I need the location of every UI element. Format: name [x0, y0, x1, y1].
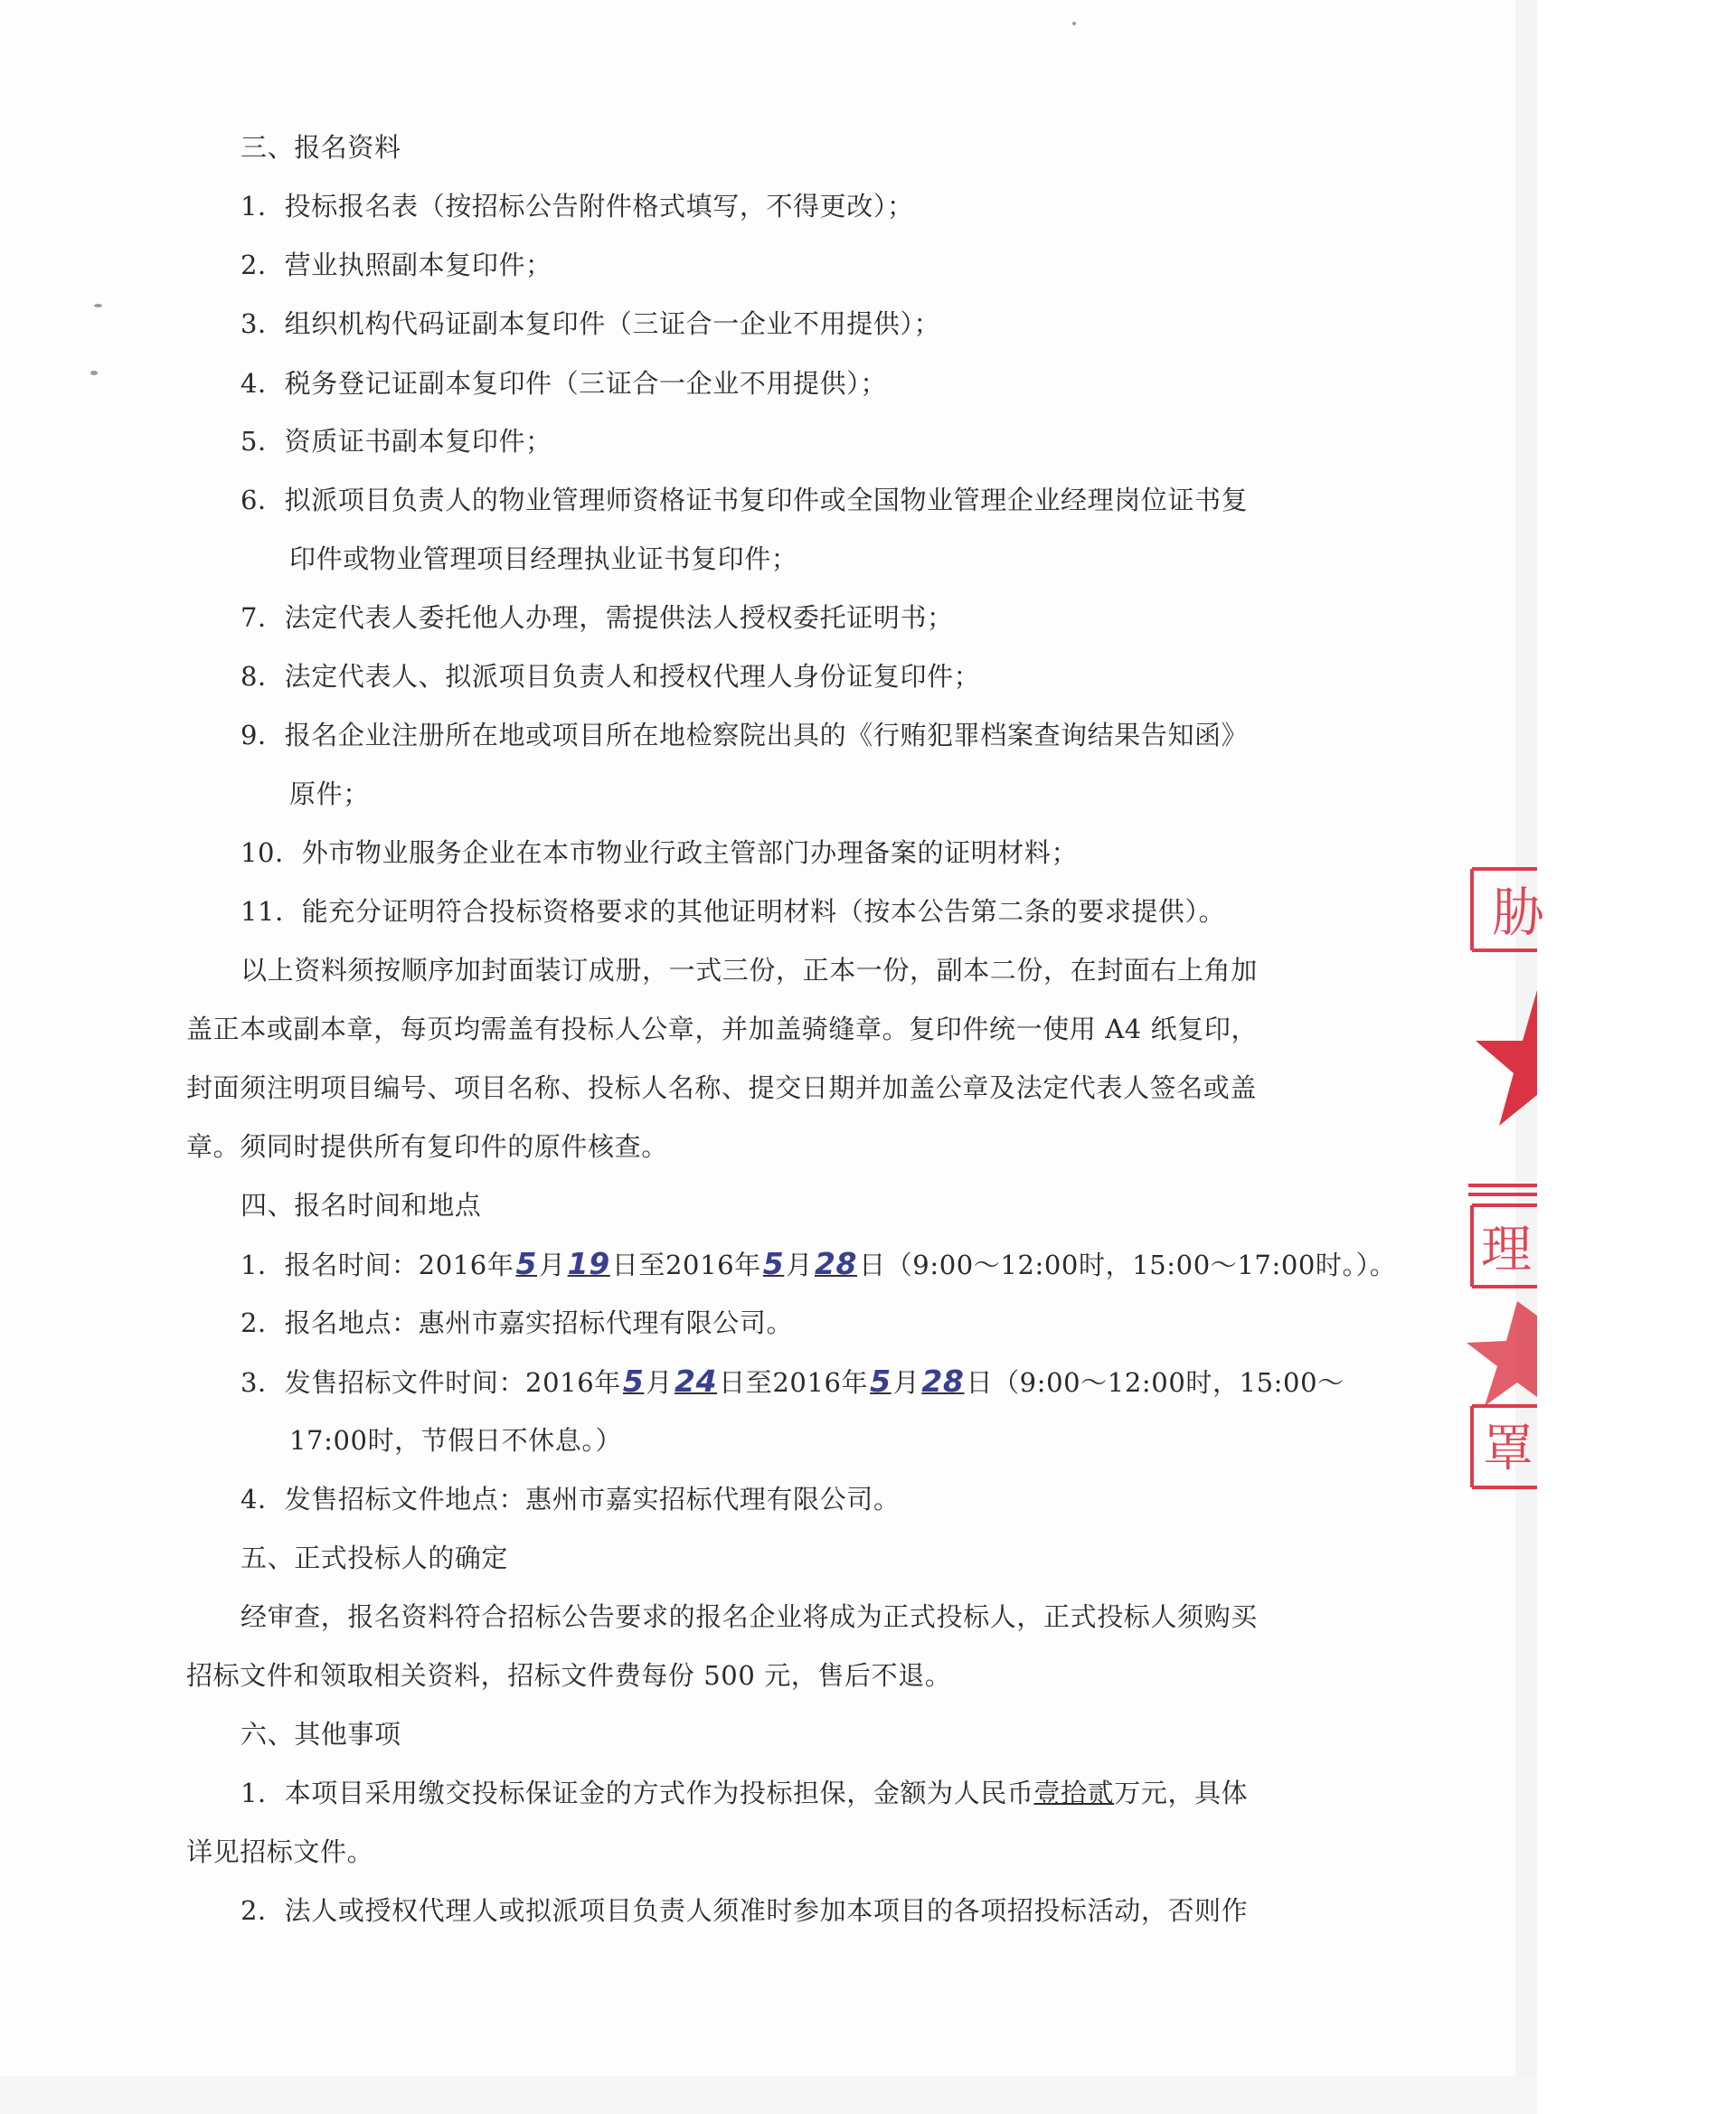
- list-item-continuation: 印件或物业管理项目经理执业证书复印件；: [289, 543, 798, 574]
- sale-time-text: 月: [892, 1367, 920, 1398]
- seal-star-icon: [1467, 1301, 1537, 1406]
- list-item: 5．资质证书副本复印件；: [241, 426, 552, 457]
- handwritten-month: 5: [762, 1246, 785, 1281]
- sale-time-text: 月: [646, 1367, 674, 1398]
- registration-time-text: 日（9:00～12:00时，15:00～17:00时。）。: [859, 1250, 1397, 1280]
- scan-speck: [1072, 22, 1076, 25]
- sale-time-text: 日（9:00～12:00时，15:00～: [966, 1367, 1344, 1398]
- list-item: 11．能充分证明符合投标资格要求的其他证明材料（按本公告第二条的要求提供）。: [241, 896, 1226, 927]
- sale-time-line: [0, 1364, 1687, 1400]
- sale-place-line: 4．发售招标文件地点：惠州市嘉实招标代理有限公司。: [241, 1484, 901, 1515]
- company-seal: [1458, 864, 1545, 1930]
- list-item: 8．法定代表人、拟派项目负责人和授权代理人身份证复印件；: [241, 661, 981, 692]
- sale-time-text: 日至2016年: [719, 1367, 869, 1398]
- scan-edge-bottom: [0, 2076, 1537, 2114]
- registration-place-line: 2．报名地点：惠州市嘉实招标代理有限公司。: [241, 1307, 794, 1338]
- section-3-heading: 三、报名资料: [241, 132, 401, 163]
- registration-time-text: 月: [786, 1250, 813, 1280]
- registration-time-text: 月: [539, 1250, 566, 1280]
- list-item-continuation: 原件；: [289, 779, 370, 809]
- list-item: 4．税务登记证副本复印件（三证合一企业不用提供）；: [241, 368, 887, 399]
- handwritten-day: 19: [567, 1246, 610, 1281]
- handwritten-month: 5: [515, 1246, 538, 1281]
- deposit-amount: 壹拾贰: [1033, 1778, 1115, 1808]
- section-5-heading: 五、正式投标人的确定: [241, 1543, 509, 1573]
- attendance-line: 2．法人或授权代理人或拟派项目负责人须准时参加本项目的各项招投标活动，否则作: [241, 1895, 1249, 1926]
- paragraph-line: 盖正本或副本章，每页均需盖有投标人公章，并加盖骑缝章。复印件统一使用 A4 纸复印，: [186, 1014, 1259, 1044]
- deposit-text: 1．本项目采用缴交投标保证金的方式作为投标担保，金额为人民币: [241, 1778, 1034, 1808]
- sale-time-text: 3．发售招标文件时间：2016年: [241, 1367, 621, 1398]
- seal-star-icon: [1476, 990, 1537, 1126]
- section-6-heading: 六、其他事项: [241, 1719, 401, 1750]
- deposit-text: 万元，具体: [1114, 1778, 1249, 1808]
- handwritten-month: 5: [622, 1364, 645, 1399]
- paragraph-line: 章。须同时提供所有复印件的原件核查。: [186, 1131, 668, 1162]
- paragraph-line: 封面须注明项目编号、项目名称、投标人名称、提交日期并加盖公章及法定代表人签名或盖: [186, 1072, 1258, 1103]
- paragraph-line: 招标文件和领取相关资料，招标文件费每份 500 元，售后不退。: [186, 1660, 952, 1691]
- paragraph-line: 经审查，报名资料符合招标公告要求的报名企业将成为正式投标人，正式投标人须购买: [241, 1601, 1258, 1632]
- deposit-continuation: 详见招标文件。: [186, 1836, 374, 1867]
- registration-time-text: 日至2016年: [611, 1250, 761, 1280]
- list-item: 7．法定代表人委托他人办理，需提供法人授权委托证明书；: [241, 602, 954, 633]
- list-item: 6．拟派项目负责人的物业管理师资格证书复印件或全国物业管理企业经理岗位证书复: [241, 485, 1249, 515]
- handwritten-day: 28: [921, 1364, 965, 1399]
- seal-glyph: 胁: [1492, 882, 1545, 943]
- handwritten-month: 5: [870, 1364, 892, 1399]
- registration-time-line: [0, 1246, 1687, 1282]
- paragraph-line: 以上资料须按顺序加封面装订成册，一式三份，正本一份，副本二份，在封面右上角加: [241, 955, 1258, 986]
- registration-time-text: 1．报名时间：2016年: [241, 1250, 514, 1280]
- deposit-line: [0, 1775, 1687, 1811]
- list-item: 9．报名企业注册所在地或项目所在地检察院出具的《行贿犯罪档案查询结果告知函》: [241, 720, 1249, 750]
- section-4-heading: 四、报名时间和地点: [241, 1190, 482, 1221]
- list-item: 1．投标报名表（按招标公告附件格式填写，不得更改）；: [241, 191, 914, 222]
- list-item: 3．组织机构代码证副本复印件（三证合一企业不用提供）；: [241, 308, 941, 339]
- sale-time-continuation: 17:00时，节假日不休息。）: [289, 1425, 623, 1456]
- seal-glyph: 理: [1481, 1221, 1532, 1279]
- seal-glyph: 罩: [1483, 1420, 1533, 1478]
- list-item: 2．营业执照副本复印件；: [241, 250, 552, 280]
- list-item: 10．外市物业服务企业在本市物业行政主管部门办理备案的证明材料；: [241, 837, 1079, 868]
- handwritten-day: 28: [814, 1246, 858, 1281]
- handwritten-day: 24: [675, 1364, 718, 1399]
